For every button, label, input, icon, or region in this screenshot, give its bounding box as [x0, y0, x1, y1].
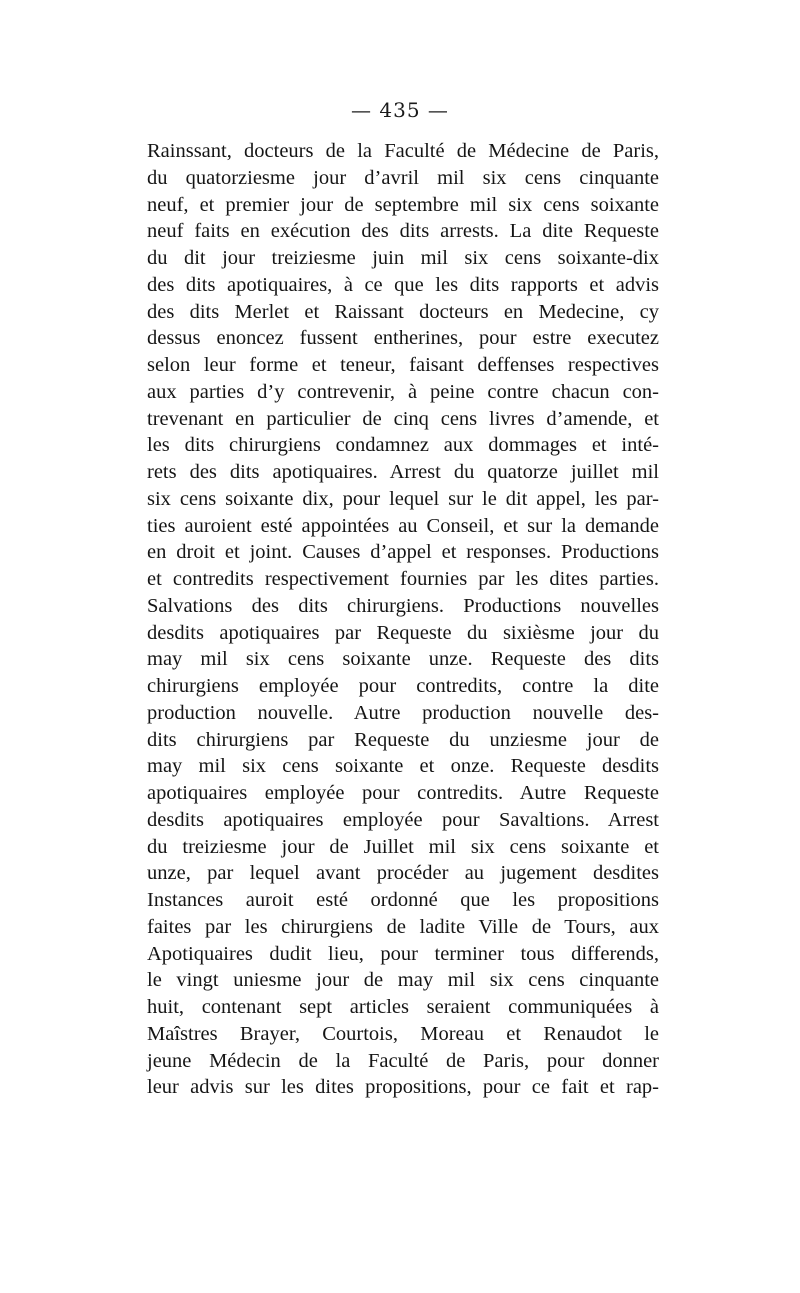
- text-line: dessus enoncez fussent entherines, pour estre executez: [147, 327, 659, 350]
- text-line: huit, contenant sept articles seraient communiquées à: [147, 996, 659, 1018]
- text-line: Instances auroit esté ordonné que les propositions: [147, 889, 659, 911]
- text-line: le vingt uniesme jour de may mil six cens cinquante: [147, 969, 659, 992]
- text-line: may mil six cens soixante et onze. Requeste desdits: [147, 755, 659, 778]
- text-line: apotiquaires employée pour contredits. Autre Requeste: [147, 782, 659, 804]
- text-line: dits chirurgiens par Requeste du unziesme jour de: [147, 728, 659, 751]
- text-line: desdits apotiquaires employée pour Savaltions. Arrest: [147, 808, 659, 831]
- text-line: desdits apotiquaires par Requeste du sixièsme jour du: [147, 621, 659, 644]
- body-text: [147, 138, 659, 1101]
- text-line: leur advis sur les dites propositions, pour ce fait et rap-: [147, 1076, 659, 1099]
- text-line: neuf faits en exécution des dits arrests. La dite Requeste: [147, 220, 659, 243]
- text-line: du treiziesme jour de Juillet mil six cens soixante et: [147, 835, 659, 858]
- text-line: chirurgiens employée pour contredits, contre la dite: [147, 675, 659, 697]
- text-line: en droit et joint. Causes d’appel et responses. Productions: [147, 541, 659, 564]
- page-number: — 435 —: [351, 98, 449, 122]
- text-line: aux parties d’y contrevenir, à peine contre chacun con-: [147, 380, 659, 403]
- text-line: les dits chirurgiens condamnez aux dommages et inté-: [147, 434, 659, 457]
- text-line: des dits Merlet et Raissant docteurs en Medecine, cy: [147, 300, 659, 323]
- text-line: trevenant en particulier de cinq cens livres d’amende, et: [147, 407, 659, 430]
- text-line: Maîstres Brayer, Courtois, Moreau et Renaudot le: [147, 1022, 659, 1045]
- text-line: Salvations des dits chirurgiens. Productions nouvelles: [147, 594, 659, 617]
- text-line: du dit jour treiziesme juin mil six cens soixante-dix: [147, 247, 659, 269]
- text-line: selon leur forme et teneur, faisant deffenses respectives: [147, 354, 659, 376]
- text-line: production nouvelle. Autre production nouvelle des-: [147, 701, 659, 724]
- text-line: Rainssant, docteurs de la Faculté de Médecine de Paris,: [147, 140, 659, 162]
- text-line: faites par les chirurgiens de ladite Ville de Tours, aux: [147, 915, 659, 938]
- text-line: jeune Médecin de la Faculté de Paris, pour donner: [147, 1049, 659, 1072]
- text-line: six cens soixante dix, pour lequel sur le dit appel, les par-: [147, 487, 659, 510]
- text-line: du quatorziesme jour d’avril mil six cens cinquante: [147, 166, 659, 189]
- text-line: ties auroient esté appointées au Conseil, et sur la demande: [147, 514, 659, 537]
- text-line: unze, par lequel avant procéder au jugement desdites: [147, 862, 659, 885]
- text-line: des dits apotiquaires, à ce que les dits rapports et advis: [147, 273, 659, 296]
- text-line: Apotiquaires dudit lieu, pour terminer tous differends,: [147, 942, 659, 965]
- text-line: et contredits respectivement fournies par les dites parties.: [147, 568, 659, 590]
- text-line: may mil six cens soixante unze. Requeste des dits: [147, 648, 659, 671]
- text-line: neuf, et premier jour de septembre mil six cens soixante: [147, 193, 659, 216]
- text-line: rets des dits apotiquaires. Arrest du quatorze juillet mil: [147, 461, 659, 483]
